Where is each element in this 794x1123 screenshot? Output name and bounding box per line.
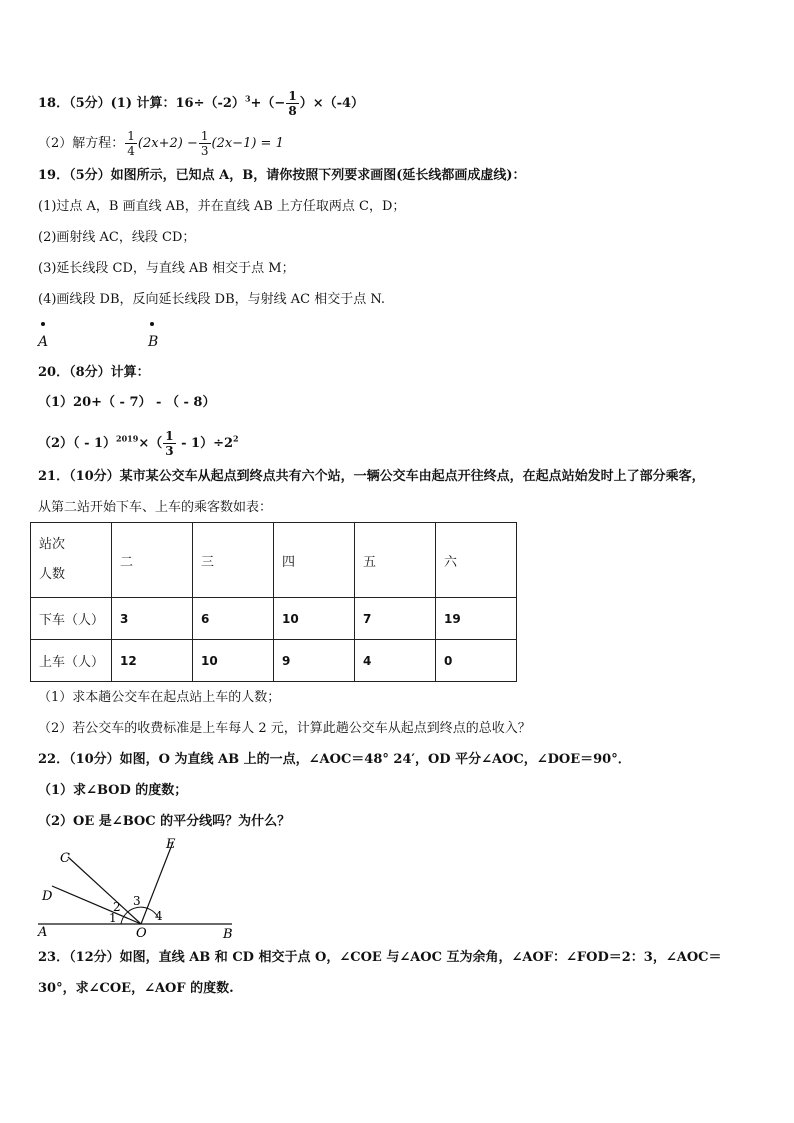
q23-line1: 23．（12分）如图，直线 AB 和 CD 相交于点 O，∠COE 与∠AOC 互为余角，∠AOF：∠FOD＝2：3，∠AOC＝ <box>38 950 722 965</box>
q19-item-2: (2)画射线 AC，线段 CD； <box>38 230 196 245</box>
q22-head: 22．（10分）如图，O 为直线 AB 上的一点，∠AOC＝48° 24′，OD 平分∠AOC，∠DOE＝90°． <box>38 752 631 767</box>
label-o: O <box>136 926 147 941</box>
table-cell: 6 <box>193 598 274 640</box>
ray-oc <box>68 857 141 924</box>
table-header-row <box>31 523 517 598</box>
table-row <box>31 640 517 682</box>
q18-eq-mid: (2x+2) − <box>137 136 198 151</box>
q19-item-3: (3)延长线段 CD，与直线 AB 相交于点 M； <box>38 261 295 276</box>
table-cell: 3 <box>112 598 193 640</box>
label-d: D <box>42 889 53 904</box>
q22-part1: （1）求∠BOD 的度数； <box>38 783 188 798</box>
table-cell: 9 <box>274 640 355 682</box>
q19-head: 19．（5分）如图所示，已知点 A，B，请你按照下列要求画图(延长线都画成虚线)： <box>38 168 526 183</box>
q21-part2: （2）若公交车的收费标准是上车每人 2 元，计算此趟公交车从起点到终点的总收入？ <box>38 721 531 736</box>
passenger-table <box>30 522 517 682</box>
q20-part2: （2）（ - 1）$^{2019}$×（ $\frac{1}{3}$ - $1)\div 2^2$ <box>38 429 239 458</box>
table-cell: 12 <box>112 640 193 682</box>
station-6: 六 <box>436 523 517 598</box>
angle-figure <box>30 832 240 942</box>
point-b-dot <box>150 322 154 326</box>
q18-eq-frac2: $\frac{1}{3}$ <box>200 129 209 158</box>
table-corner: 站次 人数 <box>31 523 112 598</box>
q21-part1: （1）求本趟公交车在起点站上车的人数； <box>38 690 281 705</box>
q18-neg: − <box>274 96 286 111</box>
q22-part2: （2）OE 是∠BOC 的平分线吗？为什么？ <box>38 814 291 829</box>
q21-head: 21．（10分）某市某公交车从起点到终点共有六个站，一辆公交车由起点开往终点，在起点站始发时上了部分乘客， <box>38 469 705 484</box>
table-cell: 0 <box>436 640 517 682</box>
q18-line1 <box>38 89 364 118</box>
station-3: 三 <box>193 523 274 598</box>
label-angle-1: 1 <box>109 911 117 925</box>
station-2: 二 <box>112 523 193 598</box>
q20-exponent2: 2 <box>233 433 239 444</box>
table-cell: 10 <box>193 640 274 682</box>
label-angle-4: 4 <box>155 909 163 923</box>
q20-fraction: $\frac{1}{3}$ <box>165 429 174 458</box>
q21-head2: 从第二站开始下车、上车的乘客数如表： <box>38 500 273 515</box>
q18-part2-label: （2）解方程： <box>38 136 125 151</box>
point-a-dot <box>41 322 45 326</box>
q20-head: 20．（8分）计算： <box>38 365 150 380</box>
station-5: 五 <box>355 523 436 598</box>
label-angle-2: 2 <box>113 900 121 914</box>
q19-item-1: (1)过点 A，B 画直线 AB，并在直线 AB 上方任取两点 C，D； <box>38 199 406 214</box>
q18-line2 <box>38 129 284 158</box>
q18-head: 18．（5分）(1) 计算：16÷（-2） <box>38 96 245 111</box>
q18-eq-frac1: $\frac{1}{4}$ <box>127 129 135 158</box>
label-c: C <box>60 851 70 866</box>
q18-exponent: 3 <box>244 93 251 104</box>
row-label-on: 上车（人） <box>31 640 112 682</box>
q18-tail: ）×（-4） <box>299 96 365 111</box>
label-a: A <box>38 925 48 940</box>
q18-plus: +（ <box>250 96 275 111</box>
point-a-label: A <box>38 334 49 350</box>
label-angle-3: 3 <box>133 894 141 908</box>
label-e: E <box>166 837 176 852</box>
q18-eq-tail: (2x−1) = 1 <box>211 136 284 151</box>
station-4: 四 <box>274 523 355 598</box>
table-cell: 4 <box>355 640 436 682</box>
ray-od <box>52 886 141 924</box>
label-b: B <box>223 927 233 942</box>
table-row <box>31 598 517 640</box>
row-label-off: 下车（人） <box>31 598 112 640</box>
q23-line2: 30°，求∠COE，∠AOF 的度数. <box>38 981 234 996</box>
table-cell: 19 <box>436 598 517 640</box>
angle-arc <box>121 907 158 924</box>
q19-item-4: (4)画线段 DB，反向延长线段 DB，与射线 AC 相交于点 N. <box>38 292 386 307</box>
point-b-label: B <box>148 334 159 350</box>
q20-part1: （1）20+（ - 7） - （ - 8） <box>38 395 216 410</box>
table-cell: 7 <box>355 598 436 640</box>
table-cell: 10 <box>274 598 355 640</box>
q20-exponent: 2019 <box>116 433 139 444</box>
q18-fraction: $\frac{1}{8}$ <box>288 89 297 118</box>
